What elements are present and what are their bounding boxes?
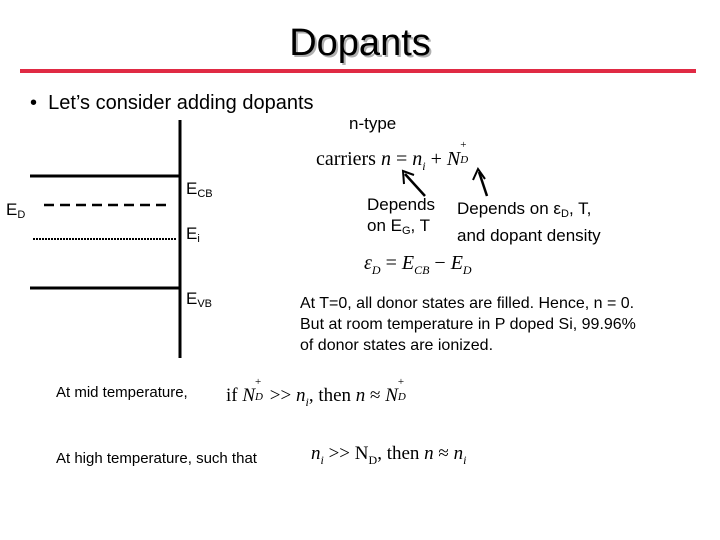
bullet-symbol: • [30,92,38,114]
mid-temp-equation: if N + D >> $n_i$, then n ≈ N + D [226,376,406,409]
ecb-label: $E_{CB}$ [186,179,213,200]
ei-label: $E_i$ [186,224,200,245]
high-temp-label: At high temperature, such that [56,450,257,467]
ntype-label: n-type [349,114,397,133]
depends-ed-note: Depends on $\varepsilon_D$, T, and dopant density [457,199,601,245]
carriers-equation: carriers $n = n_i + N$ + D [316,139,469,173]
ed-label: $E_D$ [6,200,26,221]
ionization-paragraph: At T=0, all donor states are filled. Hence, n = 0. But at room temperature in P doped Si, 99.96% of donor states are ionized. [300,295,636,354]
bullet-text: Let’s consider adding dopants [48,92,314,114]
depends-arrow-1 [405,174,425,196]
evb-label: $E_{VB}$ [186,289,213,310]
page-title: Dopants [289,22,431,64]
high-temp-equation: $n_i >> N_D$, then $n \approx n_i$ [311,443,467,467]
mid-temp-label: At mid temperature, [56,384,188,401]
ed-equation: $\varepsilon_D = E_{CB} - E_D$ [364,252,472,277]
depends-eg-note: Depends on $E_G$, T [367,195,436,237]
